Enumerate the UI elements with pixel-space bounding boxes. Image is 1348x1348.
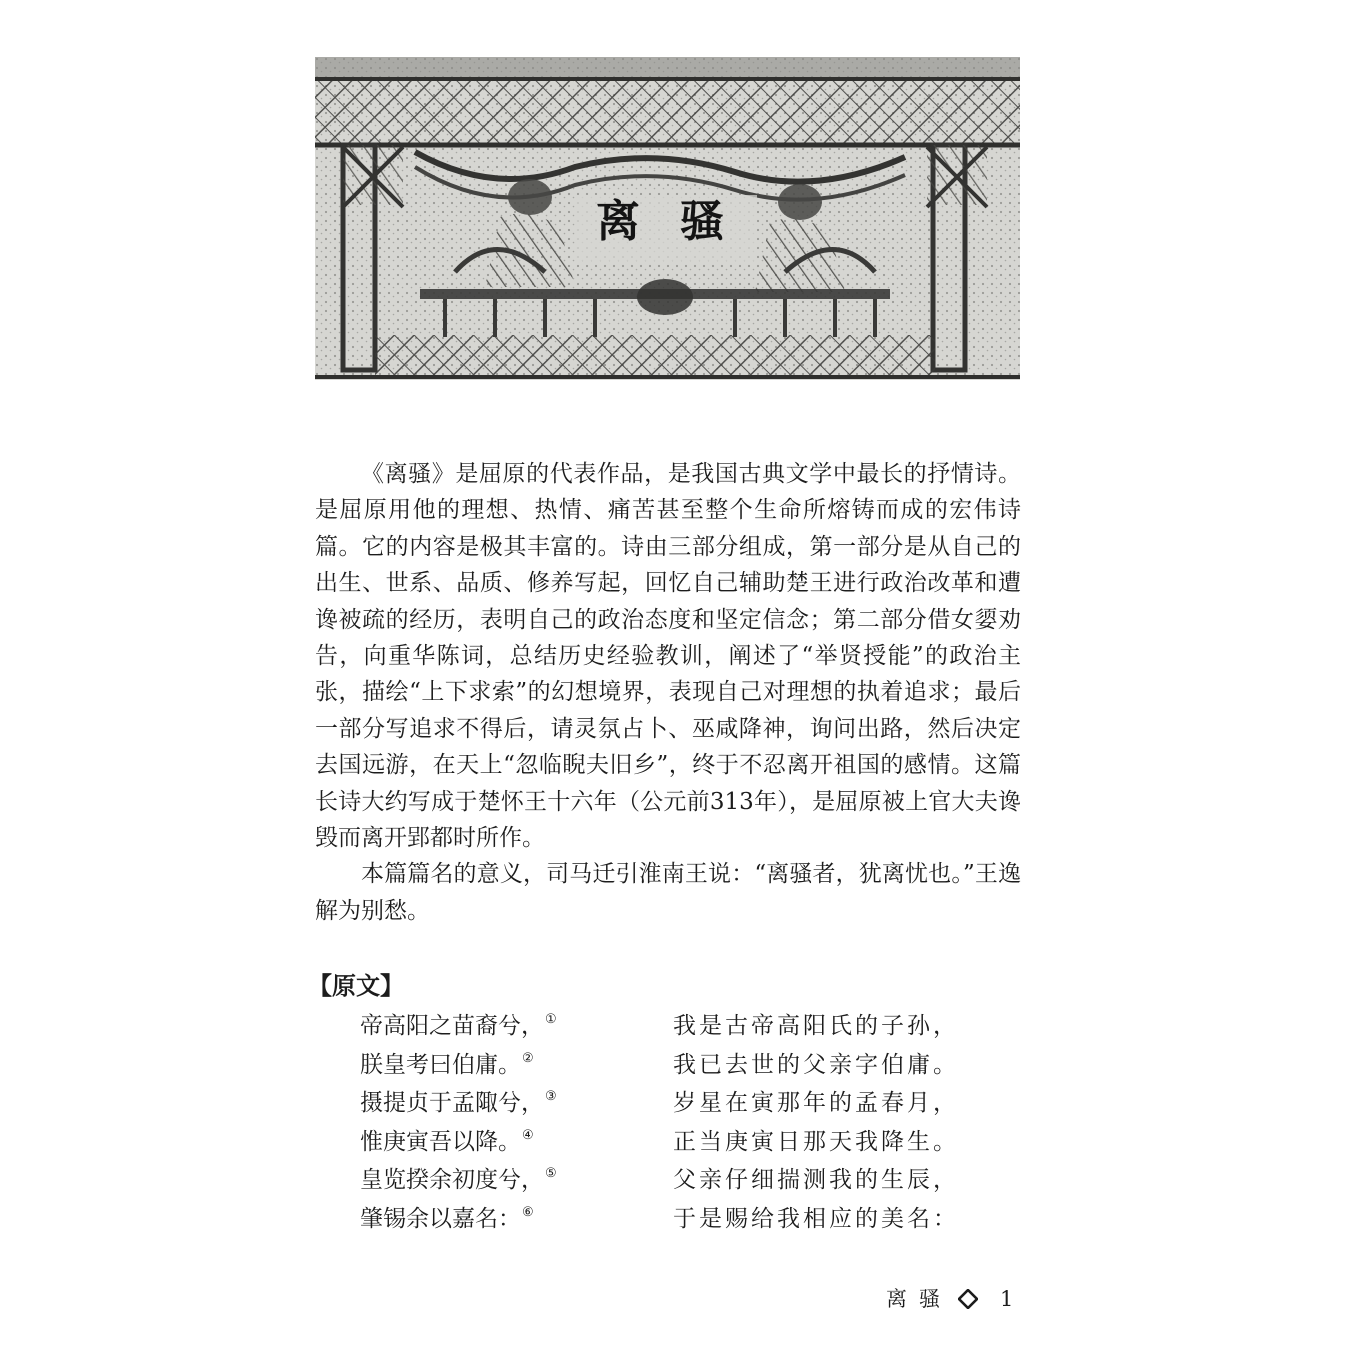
- verse-original: 肇锡余以嘉名：⑥: [360, 1204, 534, 1232]
- introduction: [315, 456, 1021, 929]
- verse-translation: 于是赐给我相应的美名：: [673, 1205, 959, 1232]
- verse-list: [360, 1007, 960, 1238]
- footnote-marker[interactable]: ⑤: [545, 1166, 557, 1181]
- verse-original: 帝高阳之苗裔兮，①: [360, 1012, 557, 1039]
- verse-row: [360, 1007, 960, 1046]
- running-title: 离骚: [886, 1287, 952, 1311]
- footnote-marker[interactable]: ④: [522, 1127, 534, 1143]
- diamond-ornament-icon: [958, 1289, 978, 1309]
- intro-paragraph: 本篇篇名的意义，司马迁引淮南王说：“离骚者，犹离忧也。”王逸解为别愁。: [315, 861, 1021, 924]
- section-heading-original-text: 【原文】: [308, 971, 404, 1000]
- verse-translation: 我是古帝高阳氏的子孙，: [673, 1013, 959, 1039]
- verse-row: [360, 1084, 960, 1123]
- page-footer: [886, 1284, 1013, 1314]
- verse-row: [360, 1046, 960, 1085]
- footnote-marker[interactable]: ②: [522, 1050, 534, 1066]
- footnote-marker[interactable]: ③: [545, 1089, 557, 1104]
- verse-translation: 父亲仔细揣测我的生辰，: [673, 1167, 959, 1193]
- footnote-marker[interactable]: ①: [545, 1012, 557, 1027]
- verse-original: 朕皇考曰伯庸。②: [360, 1050, 534, 1078]
- verse-row: [360, 1123, 960, 1162]
- page-title: 离骚: [596, 196, 764, 247]
- verse-row: [360, 1161, 960, 1200]
- footnote-marker[interactable]: ⑥: [522, 1204, 534, 1220]
- verse-translation: 我已去世的父亲字伯庸。: [673, 1051, 959, 1078]
- page-number: 1: [1000, 1287, 1014, 1311]
- verse-original: 皇览揆余初度兮，⑤: [360, 1166, 557, 1193]
- verse-row: [360, 1200, 960, 1239]
- verse-original: 摄提贞于孟陬兮，③: [360, 1089, 557, 1116]
- verse-original: 惟庚寅吾以降。④: [360, 1127, 534, 1155]
- verse-translation: 岁星在寅那年的孟春月，: [673, 1090, 959, 1116]
- verse-translation: 正当庚寅日那天我降生。: [673, 1128, 959, 1155]
- intro-paragraph: 《离骚》是屈原的代表作品，是我国古典文学中最长的抒情诗。是屈原用他的理想、热情、痛苦甚至整个生命所熔铸而成的宏伟诗篇。它的内容是极其丰富的。诗由三部分组成，第一部分是从自己的出生、世系、品质、修养写起，回忆自己辅助楚王进行政治改革和遭谗被疏的经历，表明自己的政治态度和坚定信念；第二部分借女媭劝告，向重华陈词，总结历史经验教训，阐述了“举贤授能”的政治主张，描绘“上下求索”的幻想境界，表现自己对理想的执着追求；最后一部分写追求不得后，请灵氛占卜、巫咸降神，询问出路，然后决定去国远游，在天上“忽临睨夫旧乡”，终于不忍离开祖国的感情。这篇长诗大约写成于楚怀王十六年（公元前313年），是屈原被上官大夫谗毁而离开郢都时所作。: [315, 461, 1021, 852]
